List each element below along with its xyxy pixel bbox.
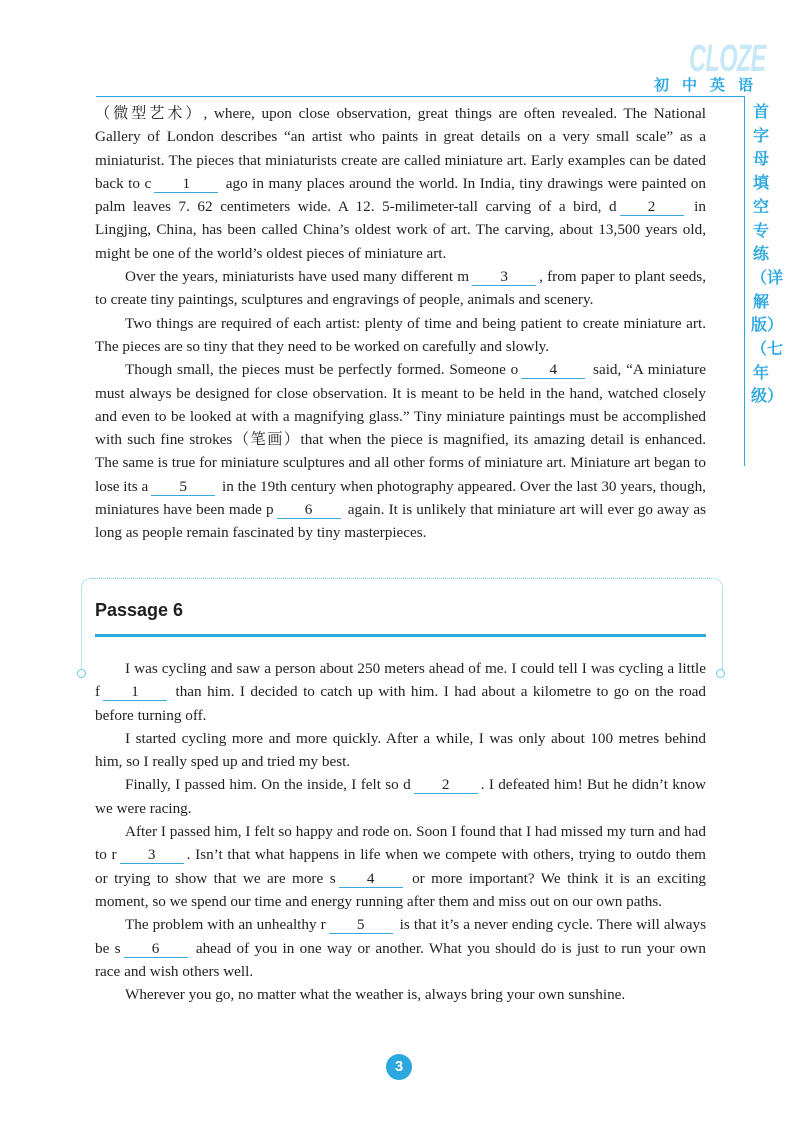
answer-blank[interactable]: 4 bbox=[521, 361, 585, 379]
text-run: Though small, the pieces must be perfectly formed. Someone o bbox=[125, 361, 519, 379]
answer-blank[interactable]: 5 bbox=[329, 916, 393, 934]
passage-title: Passage 6 bbox=[95, 600, 184, 620]
text-run: . I defeated him! But he didn’t know we were racing. bbox=[95, 776, 707, 817]
header-rule bbox=[96, 96, 744, 97]
answer-blank[interactable]: 6 bbox=[277, 501, 341, 519]
text-run: （微型艺术）, where, upon close observation, great things are often revealed. The National Gallery of London describes “an artist who paints in great details on a very small scale” as a miniaturist. The pieces that miniaturists create are called miniature art. Early examples can be dated back to c bbox=[95, 105, 706, 192]
paragraph bbox=[95, 820, 706, 913]
paragraph bbox=[95, 102, 706, 265]
answer-blank[interactable]: 4 bbox=[339, 870, 403, 888]
paragraph bbox=[95, 773, 706, 820]
text-run: I was cycling and saw a person about 250 meters ahead of me. I could tell I was cycling a little f bbox=[95, 660, 706, 701]
text-run: ahead of you in one way or another. What you should do is just to run your own race and wish others well. bbox=[95, 939, 706, 980]
text-run: After I passed him, I felt so happy and rode on. Soon I found that I had missed my turn and had to r bbox=[95, 823, 706, 864]
text-run: or more important? We think it is an exciting moment, so we spend our time and energy running after them and miss out on our own paths. bbox=[95, 869, 707, 910]
series-title: 初中英语 bbox=[653, 76, 766, 94]
paragraph bbox=[95, 657, 706, 727]
paragraph bbox=[95, 983, 706, 1006]
text-run: is that it’s a never ending cycle. There will always be s bbox=[95, 916, 706, 957]
passage-6-body bbox=[95, 657, 706, 1006]
paragraph bbox=[95, 727, 706, 774]
page-number: 3 bbox=[386, 1054, 412, 1080]
side-book-title: 首字母填空专练（详解版）（七年级） bbox=[751, 102, 784, 406]
answer-blank[interactable]: 2 bbox=[620, 198, 684, 216]
text-run: ago in many places around the world. In India, tiny drawings were painted on palm leaves 7. 62 centimeters wide. A 12. 5-milimeter-tall carving of a bird, d bbox=[95, 174, 706, 216]
text-run: in the 19th century when photography appeared. Over the last 30 years, though, miniatures have been made p bbox=[95, 477, 706, 519]
passage-5-body bbox=[95, 102, 706, 545]
side-rule bbox=[744, 96, 745, 466]
answer-blank[interactable]: 3 bbox=[472, 268, 536, 286]
text-run: in Lingjing, China, has been called China’s oldest work of art. The carving, about 13,500 years old, might be one of the world’s oldest pieces of miniature art. bbox=[95, 198, 706, 262]
series-logo: CLOZE bbox=[689, 38, 766, 80]
text-run: Finally, I passed him. On the inside, I felt so d bbox=[125, 776, 411, 794]
answer-blank[interactable]: 3 bbox=[120, 846, 184, 864]
answer-blank[interactable]: 1 bbox=[154, 175, 218, 193]
text-run: Wherever you go, no matter what the weather is, always bring your own sunshine. bbox=[125, 986, 626, 1004]
text-run: The problem with an unhealthy r bbox=[125, 916, 326, 934]
text-run: Two things are required of each artist: plenty of time and being patient to create miniature art. The pieces are so tiny that they need to be worked on carefully and slowly. bbox=[95, 314, 706, 355]
frame-left-knob bbox=[77, 669, 86, 678]
text-run: than him. I decided to catch up with him. I had about a kilometre to go on the road before turning off. bbox=[95, 683, 706, 724]
frame-right-knob bbox=[716, 669, 725, 678]
text-run: again. It is unlikely that miniature art will ever go away as long as people remain fascinated by tiny masterpieces. bbox=[95, 501, 706, 542]
text-run: said, “A miniature must always be designed for close observation. It is meant to be held in the hand, watched closely and even to be looked at with a magnifying glass.” Tiny miniature paintings must be accomplished with such fine strokes（笔画）that when the piece is magnified, its amazing detail is enhanced. The same is true for miniature sculptures and all other forms of miniature art. Miniature art began to lose its a bbox=[95, 361, 706, 495]
answer-blank[interactable]: 5 bbox=[151, 478, 215, 496]
text-run: I started cycling more and more quickly. After a while, I was only about 100 metres behind him, so I really sped up and tried my best. bbox=[95, 729, 706, 771]
paragraph bbox=[95, 358, 706, 544]
passage-title-rule bbox=[95, 634, 706, 637]
paragraph bbox=[95, 312, 706, 359]
paragraph bbox=[95, 913, 706, 983]
text-run: Over the years, miniaturists have used many different m bbox=[125, 268, 470, 286]
text-run: . Isn’t that what happens in life when we compete with others, trying to outdo them or trying to show that we are more s bbox=[95, 846, 706, 887]
answer-blank[interactable]: 1 bbox=[103, 683, 167, 701]
answer-blank[interactable]: 2 bbox=[414, 776, 478, 794]
text-run: , from paper to plant seeds, to create tiny paintings, sculptures and engravings of people, animals and scenery. bbox=[95, 268, 707, 309]
answer-blank[interactable]: 6 bbox=[124, 940, 188, 958]
paragraph bbox=[95, 265, 706, 312]
